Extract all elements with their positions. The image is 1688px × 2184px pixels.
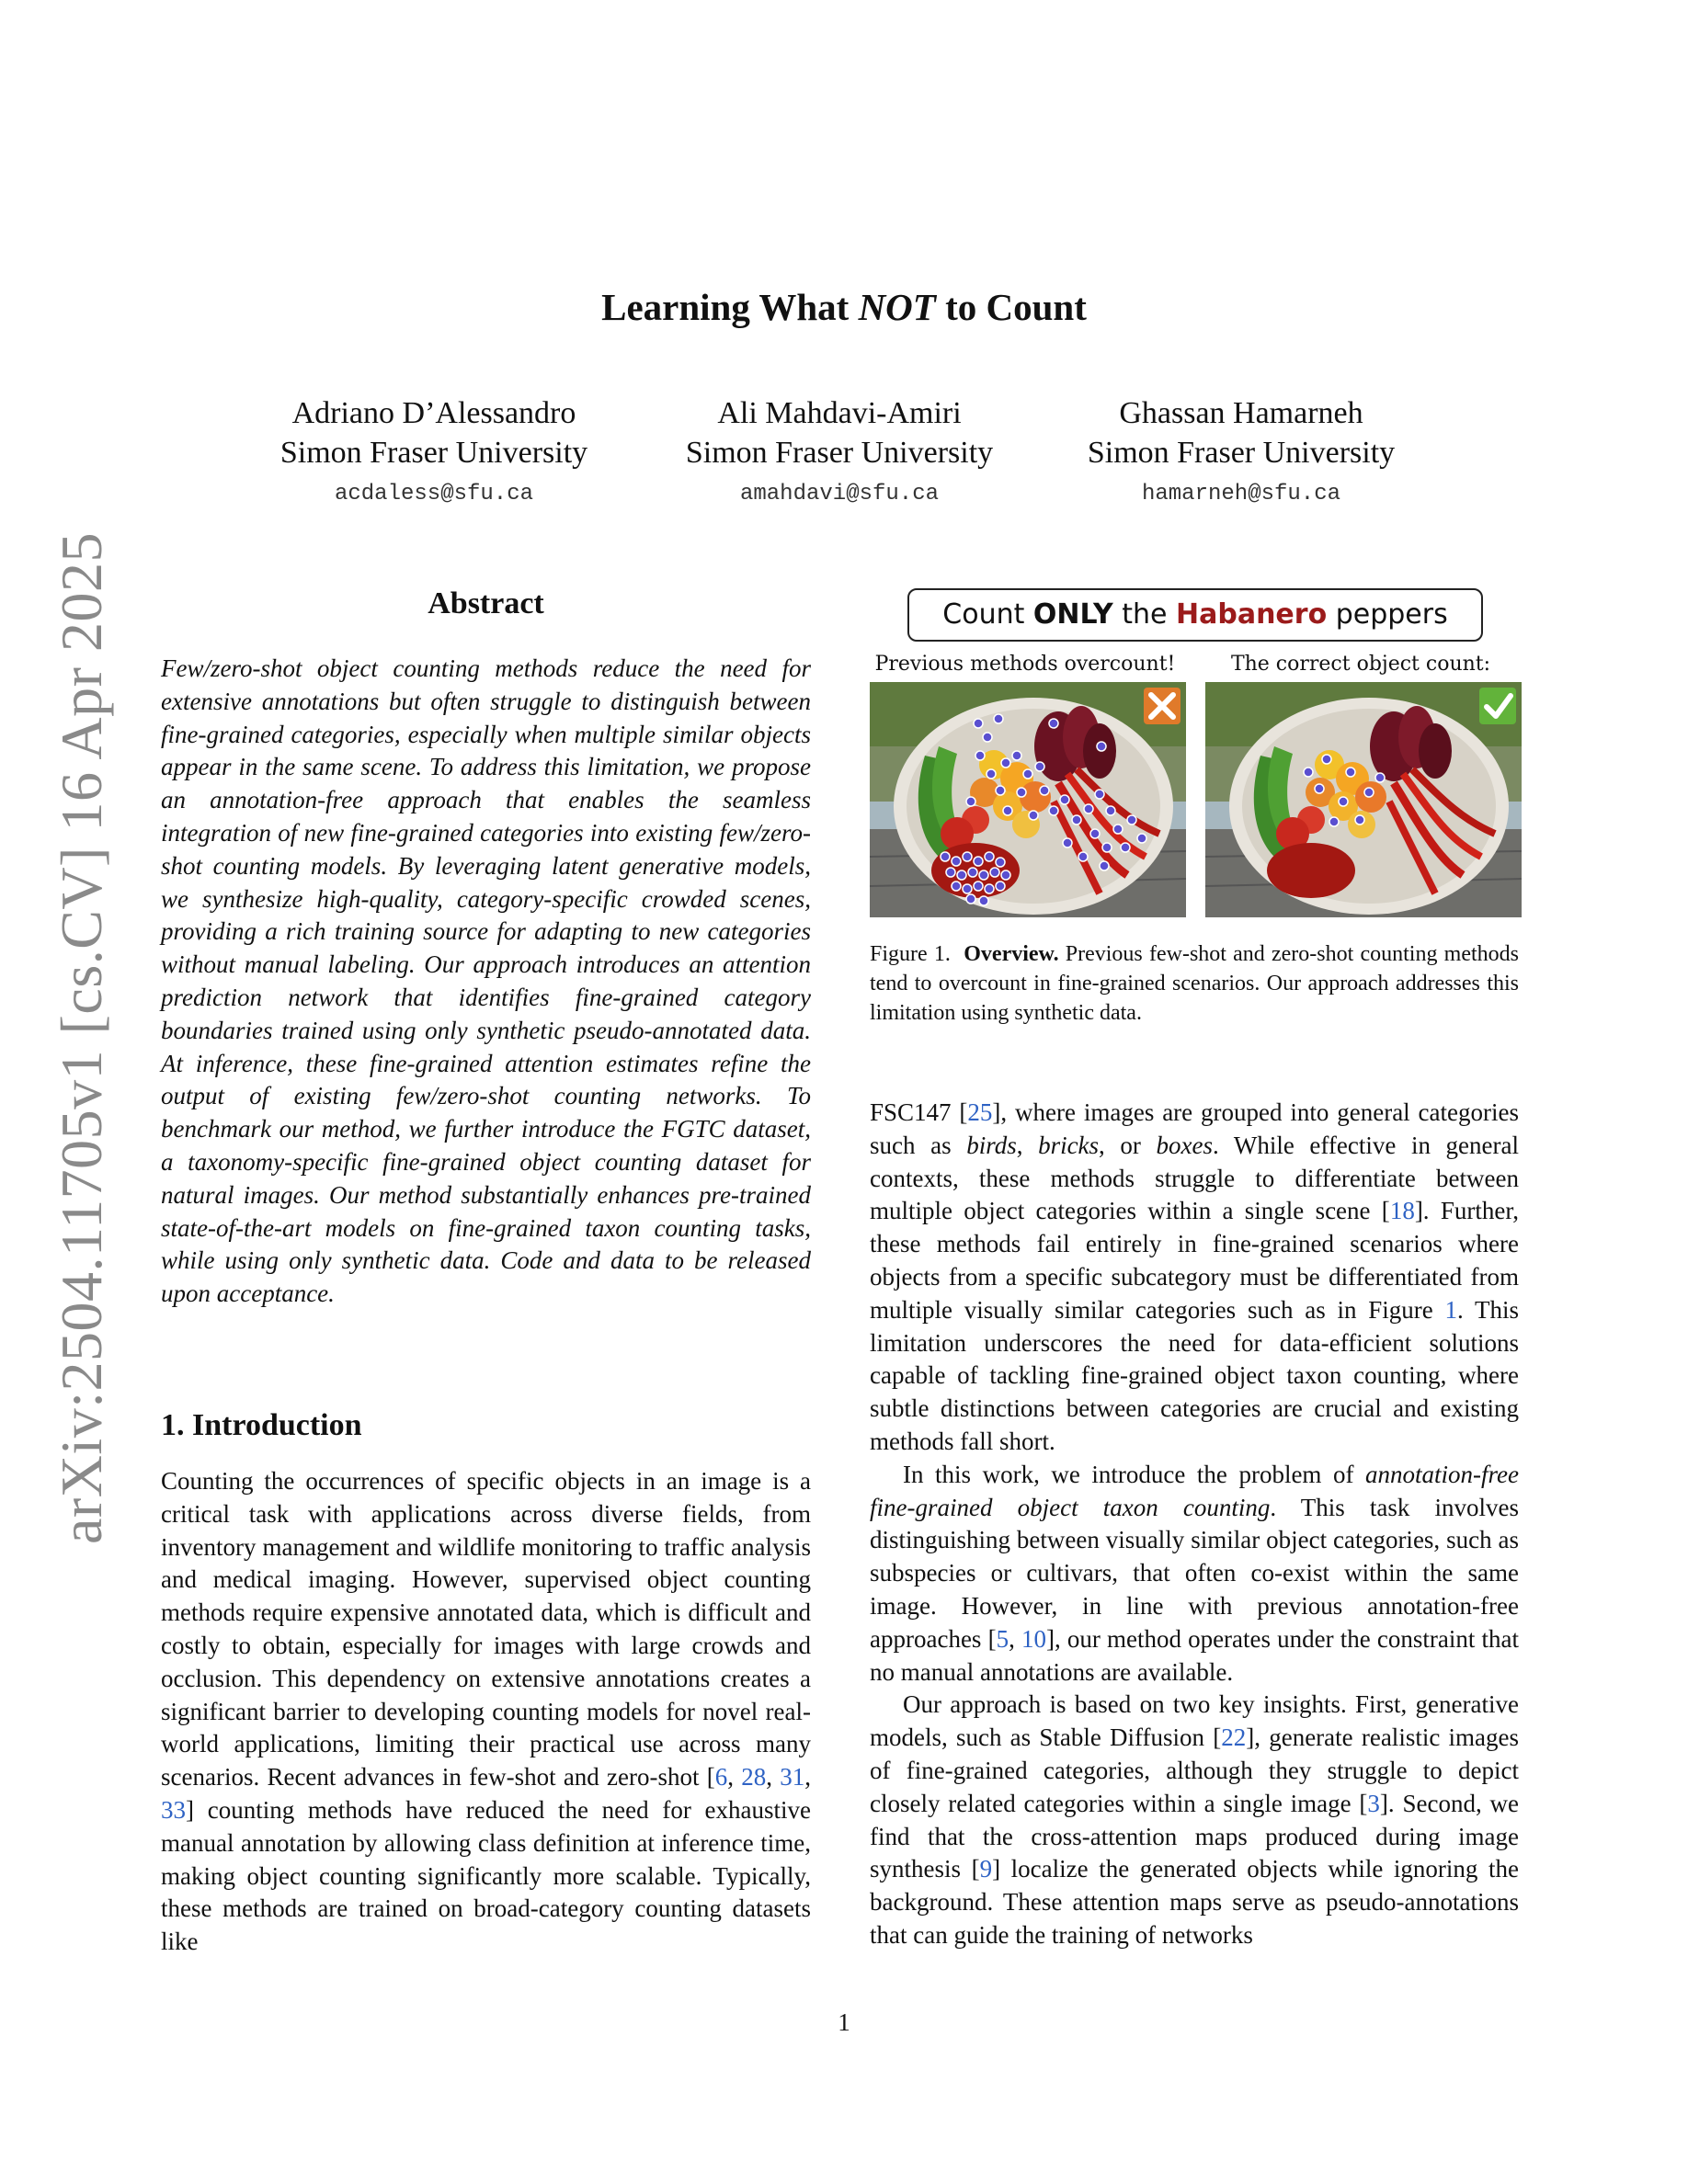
banner-text: Count xyxy=(942,598,1033,631)
text-run: ]. Further, these methods fail entirely in fine-grained scenarios where objects from a specific subcategory must be differentiated from multiple visually similar categories such as in Figure xyxy=(870,1197,1519,1324)
figure-panel-correct xyxy=(1205,682,1522,917)
banner-only: ONLY xyxy=(1032,598,1113,631)
caption-text: Previous few-shot and zero-shot counting methods tend to overcount in fine-grained scenarios. Our approach addresses this limitation using synthetic data. xyxy=(870,942,1519,1025)
page-number: 1 xyxy=(838,2008,850,2036)
arxiv-identifier: arXiv:2504.11705v1 [cs.CV] 16 Apr 2025 xyxy=(49,532,114,1544)
citation-link[interactable]: 6 xyxy=(714,1763,728,1792)
author-block-3 xyxy=(1048,393,1434,517)
right-paragraph-3 xyxy=(870,1689,1519,1951)
text-run: . This task involves distinguishing between visually similar object categories, such as subspecies or cultivars, that often co-exist within the same image. However, in line with previous annotation-free approaches [ xyxy=(870,1493,1519,1653)
text-emphasis: annotation-free fine-grained object taxon counting xyxy=(870,1460,1519,1521)
figure-prompt-banner xyxy=(907,588,1483,642)
intro-paragraph-1: Counting the occurrences of specific objects in an image is a critical task with applications across diverse fields, from inventory management and wildlife monitoring to traffic analysis and medical imaging. However, supervised object counting methods require expensive annotated data, which is difficult and costly to obtain, especially for images with large crowds and occlusion. This dependency on extensive annotations creates a significant barrier to developing counting models for novel real-world applications, limiting their practical use across many scenarios. Recent advances in few-shot and zero-shot [6, 28, 31, 33] counting methods have reduced the need for exhaustive manual annotation by allowing class definition at inference time, making object counting significantly more scalable. Typically, these methods are trained on broad-category counting datasets like xyxy=(161,1467,811,1956)
author-name: Ghassan Hamarneh xyxy=(1119,396,1363,430)
author-block-1 xyxy=(241,393,627,517)
citation-link[interactable]: 22 xyxy=(1221,1723,1247,1752)
text-run: ] localize the generated objects while ignoring the background. These attention maps serve as pseudo-annotations that can guide the training of networks xyxy=(870,1855,1519,1949)
author-email[interactable]: hamarneh@sfu.ca xyxy=(1141,482,1341,506)
paper-title xyxy=(0,285,1688,329)
text-run: , xyxy=(1009,1624,1021,1653)
title-part-2: to Count xyxy=(935,286,1087,328)
text-run: FSC147 [ xyxy=(870,1098,968,1126)
abstract-paragraph: Few/zero-shot object counting methods reduce the need for extensive annotations but often struggle to distinguish between fine-grained categories, especially when multiple similar objects appear in the same scene. To address this limitation, we propose an annotation-free approach that enables the seamless integration of new fine-grained categories into existing few/zero-shot counting models. By leveraging latent generative models, we synthesize high-quality, category-specific crowded scenes, providing a rich training source for adapting to new categories without manual labeling. Our approach introduces an attention prediction network that identifies fine-grained category boundaries trained using only synthetic pseudo-annotated data. At inference, these fine-grained attention estimates refine the output of existing few/zero-shot counting networks. To benchmark our method, we further introduce the FGTC dataset, a taxonomy-specific fine-grained object counting dataset for natural images. Our method substantially enhances pre-trained state-of-the-art models on fine-grained taxon counting tasks, while using only synthetic data. Code and data to be released upon acceptance. xyxy=(161,654,811,1308)
citation-link[interactable]: 28 xyxy=(741,1763,767,1792)
author-name: Ali Mahdavi-Amiri xyxy=(717,396,962,430)
figure-left-label: Previous methods overcount! xyxy=(874,653,1176,676)
figure-caption xyxy=(870,939,1519,1028)
caption-label: Figure 1. xyxy=(870,942,951,966)
citation-link[interactable]: 31 xyxy=(780,1763,805,1792)
section-heading-introduction: 1. Introduction xyxy=(161,1408,362,1442)
text-run: ] counting methods have reduced the need for exhaustive manual annotation by allowing class definition at inference time, making object counting significantly more scalable. Typically, these methods are trained on broad-category counting datasets like xyxy=(161,1795,811,1956)
figure-reference-link[interactable]: 1 xyxy=(1444,1295,1457,1324)
abstract-heading: Abstract xyxy=(428,586,544,620)
intro-text-left xyxy=(161,1465,811,1959)
text-run: ], generate realistic images of fine-grained categories, although they struggle to depict closely related categories within a single image [ xyxy=(870,1723,1519,1817)
banner-text: peppers xyxy=(1327,598,1448,631)
text-run: In this work, we introduce the problem of xyxy=(903,1460,1366,1488)
banner-text: the xyxy=(1112,598,1176,631)
author-affiliation: Simon Fraser University xyxy=(685,436,994,470)
citation-link[interactable]: 9 xyxy=(979,1855,993,1883)
text-emphasis: birds xyxy=(966,1131,1017,1159)
author-name: Adriano D’Alessandro xyxy=(291,396,576,430)
citation-link[interactable]: 3 xyxy=(1367,1789,1380,1817)
citation-link[interactable]: 33 xyxy=(161,1795,186,1824)
text-run: Our approach is based on two key insights. First, generative models, such as Stable Diffusion [ xyxy=(870,1690,1519,1752)
author-email[interactable]: acdaless@sfu.ca xyxy=(334,482,534,506)
text-run: . This limitation underscores the need for data-efficient solutions capable of tackling fine-grained object taxon counting, where subtle distinctions between categories are crucial and existing methods fall short. xyxy=(870,1295,1520,1455)
title-part-1: Learning What xyxy=(601,286,859,328)
right-paragraph-1 xyxy=(870,1097,1519,1459)
author-affiliation: Simon Fraser University xyxy=(279,436,588,470)
text-run: Counting the occurrences of specific objects in an image is a critical task with applications across diverse fields, from inventory management and wildlife monitoring to traffic analysis and medical imaging. However, supervised object counting methods require expensive annotated data, which is difficult and costly to obtain, especially for images with large crowds and occlusion. This dependency on extensive annotations creates a significant barrier to developing counting models for novel real-world applications, limiting their practical use across many scenarios. Recent advances in few-shot and zero-shot [ xyxy=(161,1467,811,1792)
citation-link[interactable]: 25 xyxy=(967,1098,993,1126)
figure-right-label: The correct object count: xyxy=(1230,653,1491,676)
citation-link[interactable]: 10 xyxy=(1021,1624,1046,1653)
peppers-photo-overcount xyxy=(870,682,1186,917)
text-emphasis: bricks xyxy=(1038,1131,1100,1159)
title-emphasis: NOT xyxy=(858,286,936,328)
text-emphasis: boxes xyxy=(1156,1131,1213,1159)
text-run: , xyxy=(1016,1131,1039,1159)
author-email[interactable]: amahdavi@sfu.ca xyxy=(739,482,940,506)
right-paragraph-2 xyxy=(870,1459,1519,1689)
author-affiliation: Simon Fraser University xyxy=(1087,436,1396,470)
author-block-2 xyxy=(646,393,1032,517)
figure-panel-previous xyxy=(870,682,1186,917)
citation-link[interactable]: 5 xyxy=(996,1624,1009,1653)
text-run: ], where images are grouped into general categories such as xyxy=(870,1098,1519,1159)
citation-link[interactable]: 18 xyxy=(1389,1197,1415,1225)
intro-text-right xyxy=(870,1097,1519,1952)
text-run: , or xyxy=(1099,1131,1157,1159)
text-run: ], our method operates under the constraint that no manual annotations are available. xyxy=(870,1624,1519,1686)
banner-habanero: Habanero xyxy=(1176,598,1328,631)
caption-title: Overview. xyxy=(964,942,1059,966)
text-run: ]. Second, we find that the cross-attention maps produced during image synthesis [ xyxy=(870,1789,1519,1883)
peppers-photo-correct xyxy=(1205,682,1522,917)
abstract-text xyxy=(161,653,811,1311)
text-run: . While effective in general contexts, these methods struggle to differentiate between multiple object categories within a single scene [ xyxy=(870,1131,1519,1225)
